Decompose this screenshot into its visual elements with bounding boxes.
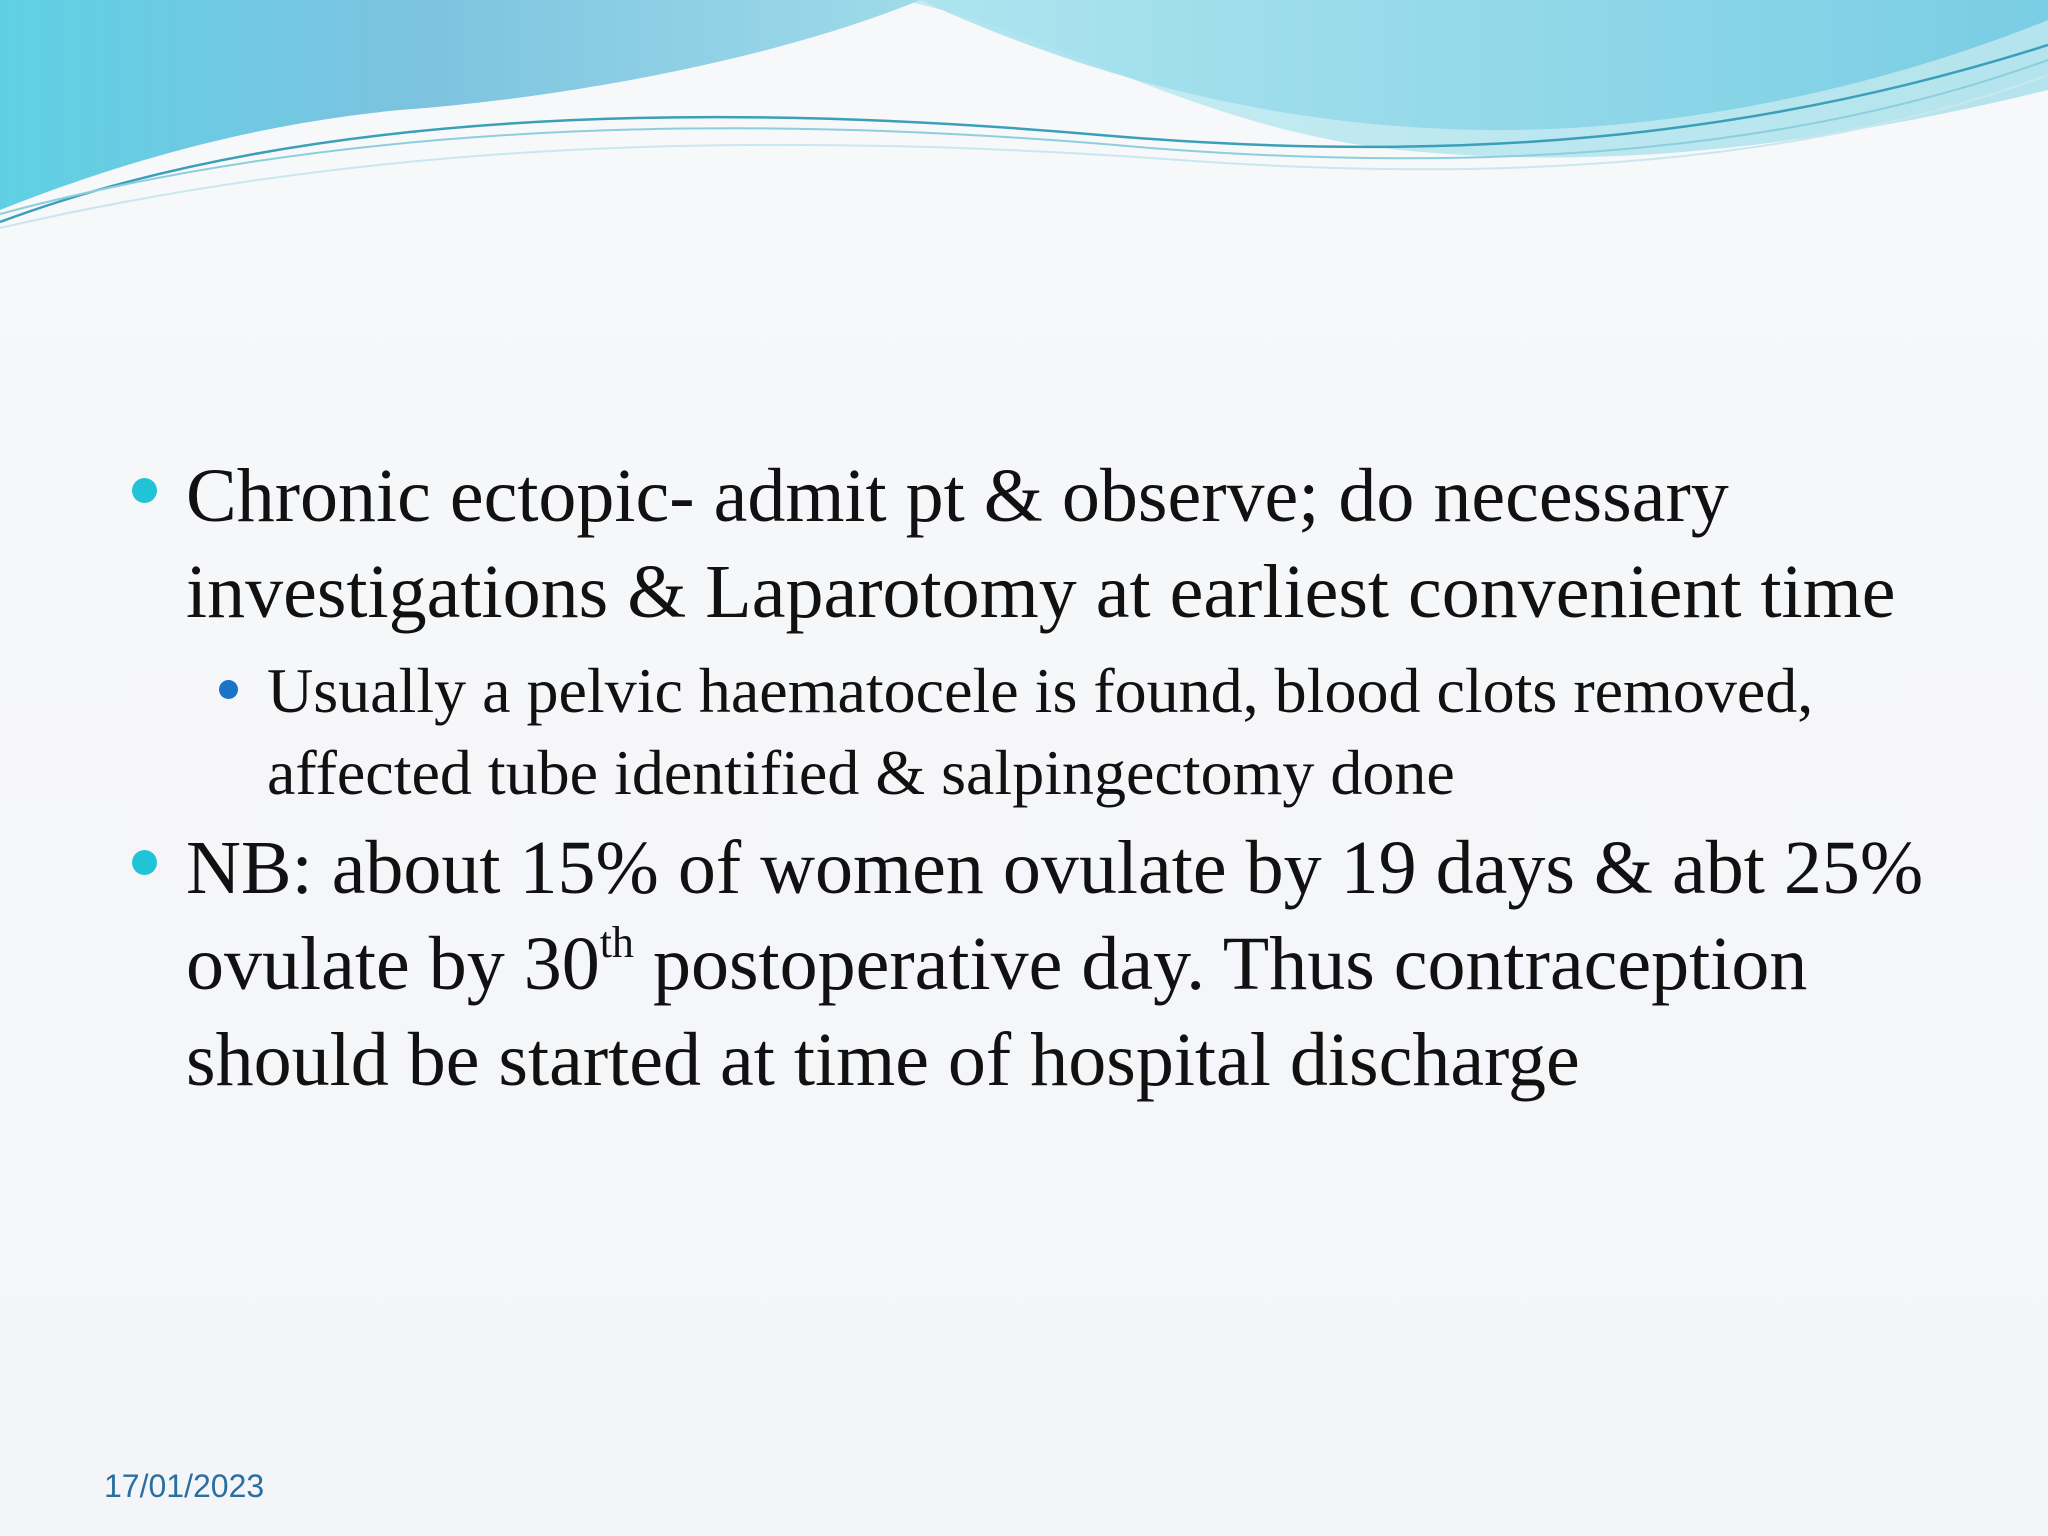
superscript-text: th (599, 917, 634, 967)
sub-bullet-item (128, 650, 1948, 814)
bullet-text-part: NB: about 15% of women ovulate by 19 days & abt 25% ovulate by 30 (186, 826, 1924, 1006)
bullet-text: Chronic ectopic- admit pt & observe; do necessary investigations & Laparotomy at earliest convenient time (186, 454, 1896, 634)
bullet-item (128, 448, 1948, 640)
bullet-dot-icon (219, 680, 238, 699)
bullet-text-part: postoperative day. Thus contraception should be started at time of hospital discharge (186, 922, 1808, 1102)
bullet-dot-icon (132, 850, 157, 875)
bullet-dot-icon (132, 478, 157, 503)
bullet-item (128, 820, 1948, 1108)
slide-content (128, 448, 1948, 1108)
header-wave-decoration (0, 0, 2048, 240)
footer-date: 17/01/2023 (104, 1468, 265, 1504)
sub-bullet-text: Usually a pelvic haematocele is found, blood clots removed, affected tube identified & salpingectomy done (267, 655, 1814, 808)
